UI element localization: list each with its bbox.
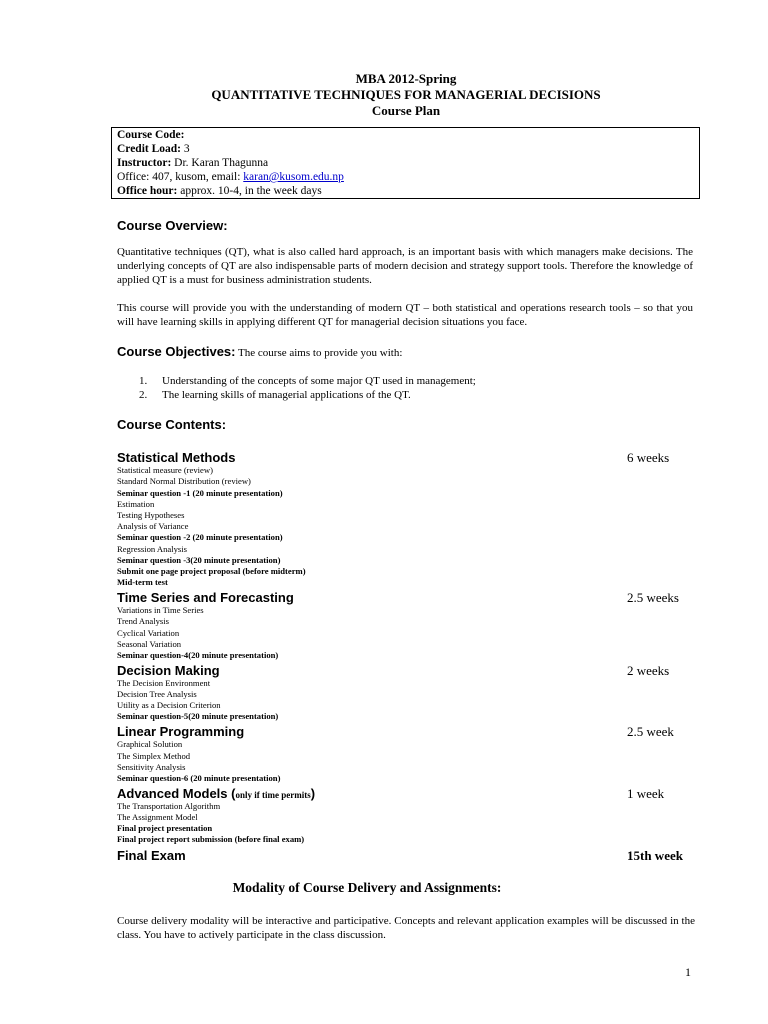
office-hour-label: Office hour: xyxy=(117,185,178,197)
content-item: Regression Analysis xyxy=(117,544,187,554)
content-item: Utility as a Decision Criterion xyxy=(117,700,221,710)
content-item: Decision Tree Analysis xyxy=(117,689,197,699)
objective-item xyxy=(139,389,411,401)
advanced-models-paren-open: ( xyxy=(227,786,236,801)
content-item: The Simplex Method xyxy=(117,751,191,761)
content-item: Estimation xyxy=(117,499,155,509)
section-title-advanced-models xyxy=(117,786,315,801)
overview-paragraph-1: Quantitative techniques (QT), what is also called hard approach, is an important basis with which managers make decisions. The underlying concepts of QT are also indispensable parts of modern decision and strategy support tools. Therefore the knowledge of applied QT is a must for business administration students. xyxy=(117,246,693,286)
course-code-label: Course Code: xyxy=(117,129,185,141)
credit-load-value: 3 xyxy=(181,143,190,155)
section-duration: 2 weeks xyxy=(627,663,670,678)
section-title-statistical-methods: Statistical Methods xyxy=(117,450,236,465)
contents-heading: Course Contents: xyxy=(117,417,227,432)
instructor-label: Instructor: xyxy=(117,157,172,169)
email-link[interactable]: karan@kusom.edu.np xyxy=(243,171,344,183)
content-item-seminar: Seminar question -3(20 minute presentation) xyxy=(117,555,281,565)
content-item-final-report: Final project report submission (before final exam) xyxy=(117,834,305,844)
header-program: MBA 2012-Spring xyxy=(355,71,457,86)
instructor-line xyxy=(117,157,268,169)
advanced-models-title: Advanced Models xyxy=(117,786,228,801)
advanced-models-note: only if time permits xyxy=(235,790,311,800)
objective-text: Understanding of the concepts of some major QT used in management; xyxy=(162,375,476,387)
content-item: The Transportation Algorithm xyxy=(117,801,221,811)
section-title-decision-making: Decision Making xyxy=(117,663,220,678)
content-item-final-presentation: Final project presentation xyxy=(117,823,213,833)
modality-heading: Modality of Course Delivery and Assignments: xyxy=(232,880,502,895)
content-item: Seasonal Variation xyxy=(117,639,182,649)
office-line xyxy=(117,171,344,183)
overview-paragraph-2: This course will provide you with the understanding of modern QT – both statistical and operations research tools – so that you will have learning skills in applying different QT for managerial decision situations you face. xyxy=(117,302,693,328)
objective-text: The learning skills of managerial applications of the QT. xyxy=(162,389,411,401)
objectives-intro: The course aims to provide you with: xyxy=(235,347,403,359)
office-text: Office: 407, kusom, email: xyxy=(117,171,244,183)
content-item: Trend Analysis xyxy=(117,616,169,626)
header-course-plan: Course Plan xyxy=(371,103,441,118)
course-code-line xyxy=(117,129,184,141)
content-item-seminar: Seminar question -1 (20 minute presentation) xyxy=(117,488,283,498)
page-number: 1 xyxy=(685,965,691,979)
content-item: Testing Hypotheses xyxy=(117,510,185,520)
objective-number: 2. xyxy=(139,389,148,401)
office-hour-value: approx. 10-4, in the week days xyxy=(177,185,322,197)
content-item: The Decision Environment xyxy=(117,678,211,688)
office-hour-line xyxy=(117,185,322,197)
section-duration: 1 week xyxy=(627,786,665,801)
final-exam-week: 15th week xyxy=(627,848,683,863)
objectives-line xyxy=(117,344,402,359)
content-item: Analysis of Variance xyxy=(117,521,189,531)
section-title-linear-programming: Linear Programming xyxy=(117,724,245,739)
section-title-time-series: Time Series and Forecasting xyxy=(117,590,294,605)
instructor-value: Dr. Karan Thagunna xyxy=(171,157,269,169)
objectives-heading: Course Objectives: xyxy=(117,344,236,359)
content-item: The Assignment Model xyxy=(117,812,198,822)
content-item: Sensitivity Analysis xyxy=(117,762,186,772)
section-title-final-exam: Final Exam xyxy=(117,848,186,863)
advanced-models-paren-close: ) xyxy=(310,786,316,801)
header-course-title: QUANTITATIVE TECHNIQUES FOR MANAGERIAL DECISIONS xyxy=(211,87,601,102)
course-info-box xyxy=(111,127,700,199)
credit-load-line xyxy=(117,143,190,155)
overview-heading: Course Overview: xyxy=(117,218,228,233)
content-item: Standard Normal Distribution (review) xyxy=(117,476,251,486)
content-item-seminar: Seminar question-6 (20 minute presentation) xyxy=(117,773,281,783)
credit-load-label: Credit Load: xyxy=(117,143,181,155)
objective-number: 1. xyxy=(139,375,148,387)
content-item-seminar: Seminar question-5(20 minute presentation) xyxy=(117,711,279,721)
content-item-midterm: Mid-term test xyxy=(117,577,168,587)
content-item-proposal: Submit one page project proposal (before midterm) xyxy=(117,566,306,576)
content-item: Cyclical Variation xyxy=(117,628,180,638)
content-item: Variations in Time Series xyxy=(117,605,204,615)
section-duration: 2.5 weeks xyxy=(627,590,679,605)
content-item: Statistical measure (review) xyxy=(117,465,213,475)
section-duration: 2.5 week xyxy=(627,724,674,739)
content-item-seminar: Seminar question-4(20 minute presentation) xyxy=(117,650,279,660)
section-duration: 6 weeks xyxy=(627,450,670,465)
objective-item xyxy=(139,375,476,387)
content-item: Graphical Solution xyxy=(117,739,183,749)
content-item-seminar: Seminar question -2 (20 minute presentation) xyxy=(117,532,283,542)
modality-paragraph: Course delivery modality will be interactive and participative. Concepts and relevant application examples will be discussed in the class. You have to actively participate in the class discussion. xyxy=(117,915,695,941)
